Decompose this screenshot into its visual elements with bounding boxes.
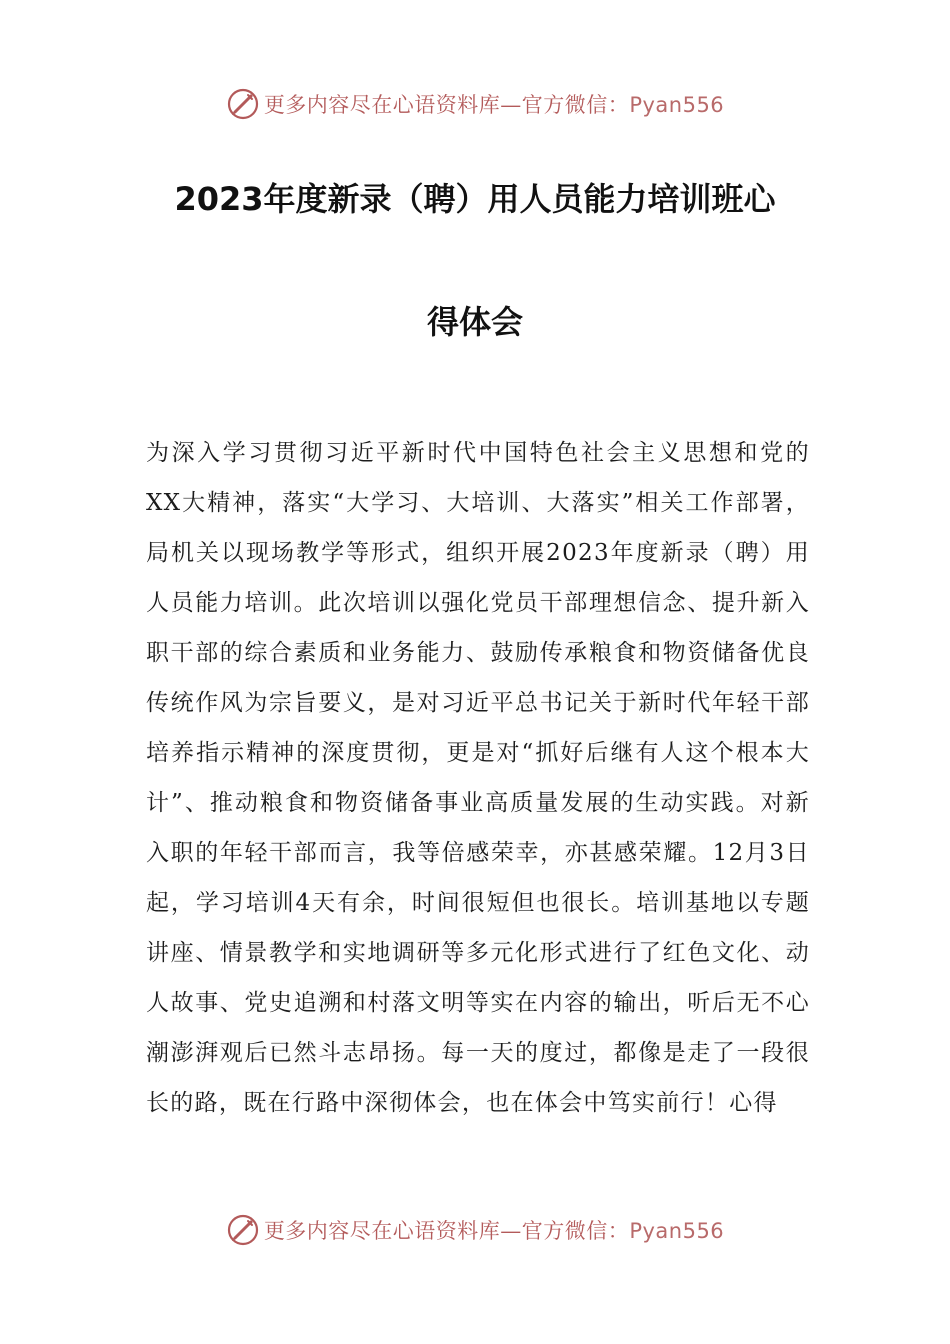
watermark-header [0,84,950,124]
watermark-wechat-id: Pyan556 [629,1219,725,1243]
watermark-footer [0,1210,950,1250]
body-paragraph: 为深入学习贯彻习近平新时代中国特色社会主义思想和党的XX大精神，落实“大学习、大培训、大落实”相关工作部署，局机关以现场教学等形式，组织开展2023年度新录（聘）用人员能力培训。此次培训以强化党员干部理想信念、提升新入职干部的综合素质和业务能力、鼓励传承粮食和物资储备优良传统作风为宗旨要义，是对习近平总书记关于新时代年轻干部培养指示精神的深度贯彻，更是对“抓好后继有人这个根本大计”、推动粮食和物资储备事业高质量发展的生动实践。对新入职的年轻干部而言，我等倍感荣幸，亦甚感荣耀。12月3日起，学习培训4天有余，时间很短但也很长。培训基地以专题讲座、情景教学和实地调研等多元化形式进行了红色文化、动人故事、党史追溯和村落文明等实在内容的输出，听后无不心潮澎湃观后已然斗志昂扬。每一天的度过，都像是走了一段很长的路，既在行路中深彻体会，也在体会中笃实前行！心得 [146,440,810,1116]
document-title-line-2: 得体会 [426,303,523,341]
pen-logo-icon [226,87,260,121]
document-title-line-1: 2023年度新录（聘）用人员能力培训班心 [174,180,776,218]
watermark-wechat-id: Pyan556 [629,93,725,117]
watermark-text: 更多内容尽在心语资料库—官方微信：Pyan556 [263,1219,725,1243]
pen-logo-icon [226,1213,260,1247]
watermark-text: 更多内容尽在心语资料库—官方微信：Pyan556 [263,93,725,117]
